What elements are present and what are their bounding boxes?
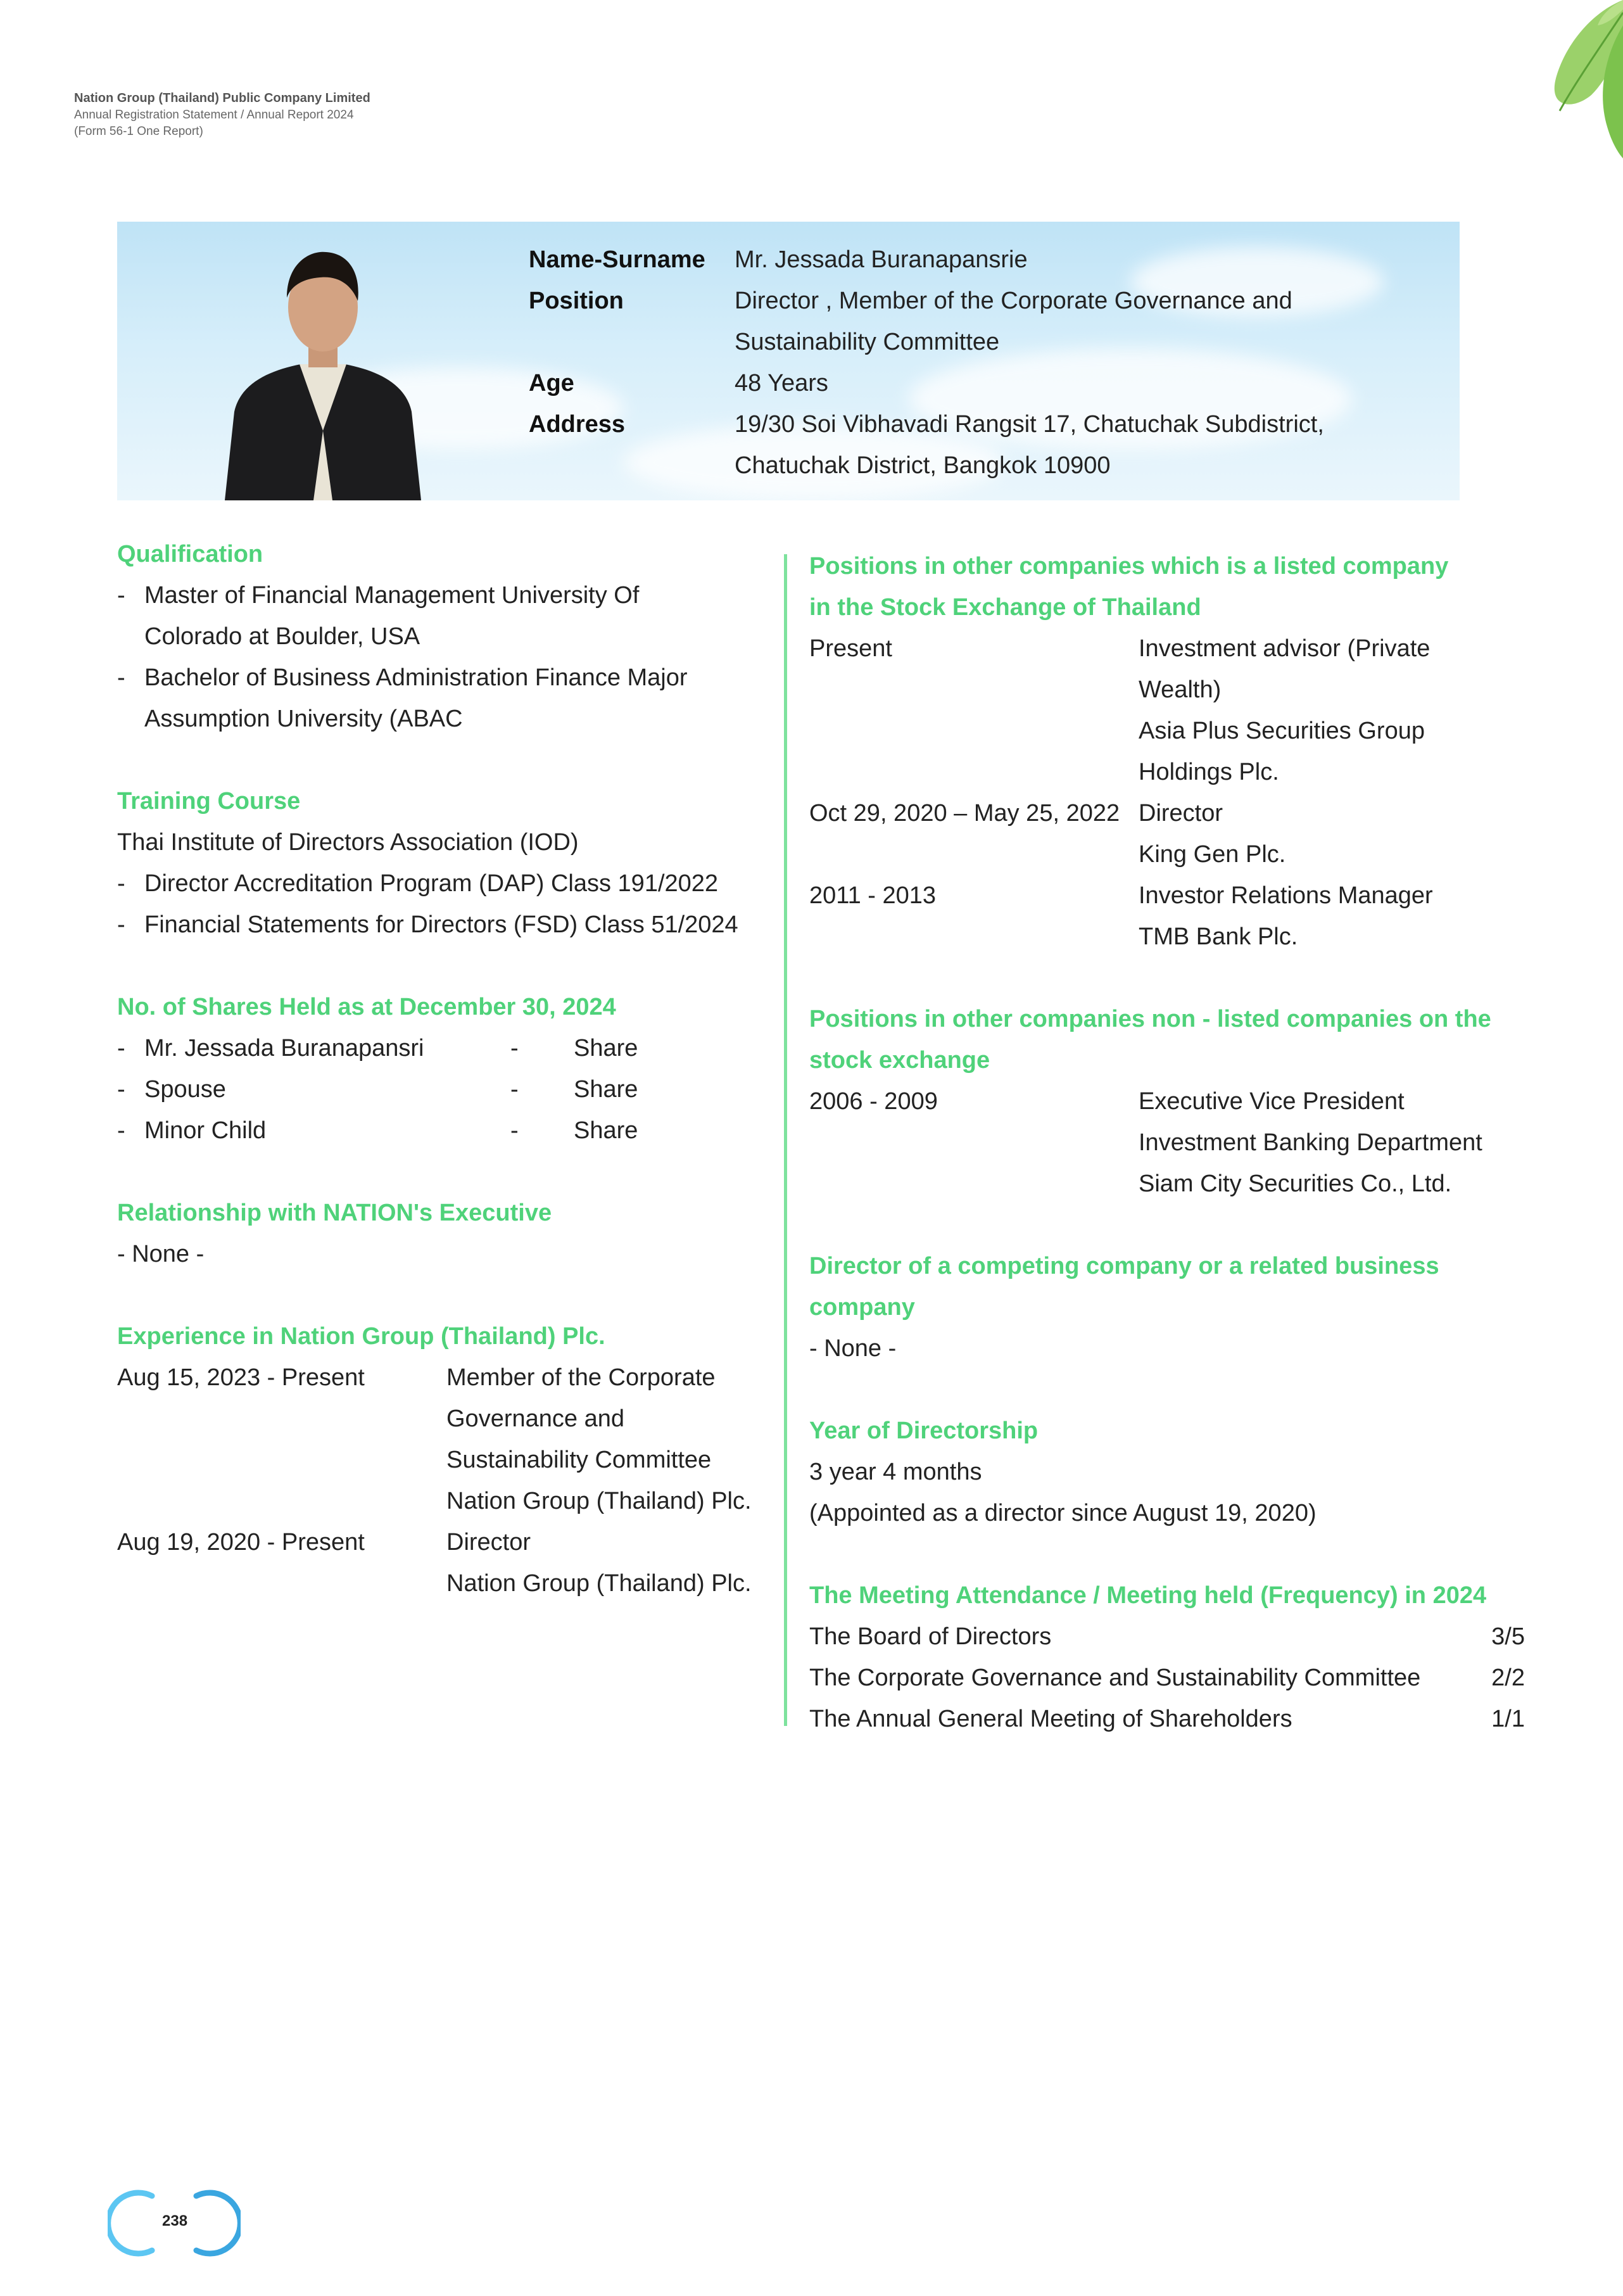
right-column: [809, 546, 1525, 1740]
attendance-row: The Annual General Meeting of Shareholders 1/1: [809, 1706, 1525, 1732]
position-row: Oct 29, 2020 – May 25, 2022 Director King Gen Plc.: [809, 800, 1286, 868]
profile-banner: [117, 222, 1460, 500]
report-form: (Form 56-1 One Report): [74, 124, 203, 138]
competing-heading-cont: company: [809, 1294, 915, 1321]
age-value: 48 Years: [735, 370, 828, 396]
shares-heading: No. of Shares Held as at December 30, 2024: [117, 994, 616, 1020]
list-item-cont: Colorado at Boulder, USA: [144, 623, 420, 650]
shares-row: - Mr. Jessada Buranapansri - Share: [117, 1035, 638, 1062]
training-org: Thai Institute of Directors Association (IOD): [117, 829, 579, 856]
list-item: - Bachelor of Business Administration Finance Major: [117, 664, 688, 691]
position-row: Present Investment advisor (Private Wealth) Asia Plus Securities Group Holdings Plc.: [809, 635, 1430, 785]
list-item: - Director Accreditation Program (DAP) Class 191/2022: [117, 870, 719, 897]
report-header: [74, 90, 370, 139]
listed-heading-cont: in the Stock Exchange of Thailand: [809, 594, 1201, 621]
left-column: [117, 534, 788, 1604]
page-number-badge: [108, 2188, 241, 2258]
list-item: - Master of Financial Management University Of: [117, 582, 640, 609]
profile-info: [529, 239, 1399, 486]
relationship-heading: Relationship with NATION's Executive: [117, 1200, 552, 1226]
qualification-heading: Qualification: [117, 541, 263, 568]
name-value: Mr. Jessada Buranapansrie: [735, 246, 1028, 273]
age-label: Age: [529, 370, 574, 396]
directorship-duration: 3 year 4 months: [809, 1459, 982, 1485]
directorship-heading: Year of Directorship: [809, 1418, 1039, 1444]
name-label: Name-Surname: [529, 246, 705, 273]
listed-heading: Positions in other companies which is a listed company: [809, 553, 1449, 580]
list-item-cont: Assumption University (ABAC: [144, 706, 463, 732]
experience-row: Aug 15, 2023 - Present Member of the Corporate Governance and Sustainability Committee Nation Group (Thailand) Plc.: [117, 1364, 752, 1514]
directorship-note: (Appointed as a director since August 19, 2020): [809, 1500, 1317, 1526]
experience-row: Aug 19, 2020 - Present Director Nation Group (Thailand) Plc.: [117, 1529, 752, 1597]
attendance-row: The Corporate Governance and Sustainability Committee 2/2: [809, 1665, 1525, 1691]
training-heading: Training Course: [117, 788, 301, 815]
competing-value: - None -: [809, 1335, 897, 1362]
position-row: 2011 - 2013 Investor Relations Manager TMB Bank Plc.: [809, 882, 1433, 950]
position-value-cont: Sustainability Committee: [735, 329, 1000, 355]
director-portrait: [225, 241, 421, 500]
shares-row: - Minor Child - Share: [117, 1117, 638, 1144]
position-label: Position: [529, 288, 624, 314]
position-row: 2006 - 2009 Executive Vice President Investment Banking Department Siam City Securities Co., Ltd.: [809, 1088, 1482, 1197]
shares-row: - Spouse - Share: [117, 1076, 638, 1103]
address-value: 19/30 Soi Vibhavadi Rangsit 17, Chatuchak Subdistrict,: [735, 411, 1324, 438]
list-item: - Financial Statements for Directors (FSD) Class 51/2024: [117, 911, 738, 938]
attendance-row: The Board of Directors 3/5: [809, 1623, 1525, 1650]
nonlisted-heading: Positions in other companies non - listed companies on the: [809, 1006, 1491, 1032]
report-title: Annual Registration Statement / Annual Report 2024: [74, 108, 354, 122]
position-value: Director , Member of the Corporate Governance and: [735, 288, 1292, 314]
column-divider: [784, 554, 787, 1726]
address-value-cont: Chatuchak District, Bangkok 10900: [735, 452, 1111, 479]
relationship-value: - None -: [117, 1241, 205, 1267]
page-number: 238: [162, 2212, 188, 2229]
experience-heading: Experience in Nation Group (Thailand) Plc.: [117, 1323, 605, 1350]
competing-heading: Director of a competing company or a related business: [809, 1253, 1439, 1279]
leaf-decoration: [1496, 0, 1623, 165]
nonlisted-heading-cont: stock exchange: [809, 1047, 990, 1074]
address-label: Address: [529, 411, 626, 438]
attendance-heading: The Meeting Attendance / Meeting held (Frequency) in 2024: [809, 1582, 1487, 1609]
company-name: Nation Group (Thailand) Public Company Limited: [74, 91, 370, 105]
